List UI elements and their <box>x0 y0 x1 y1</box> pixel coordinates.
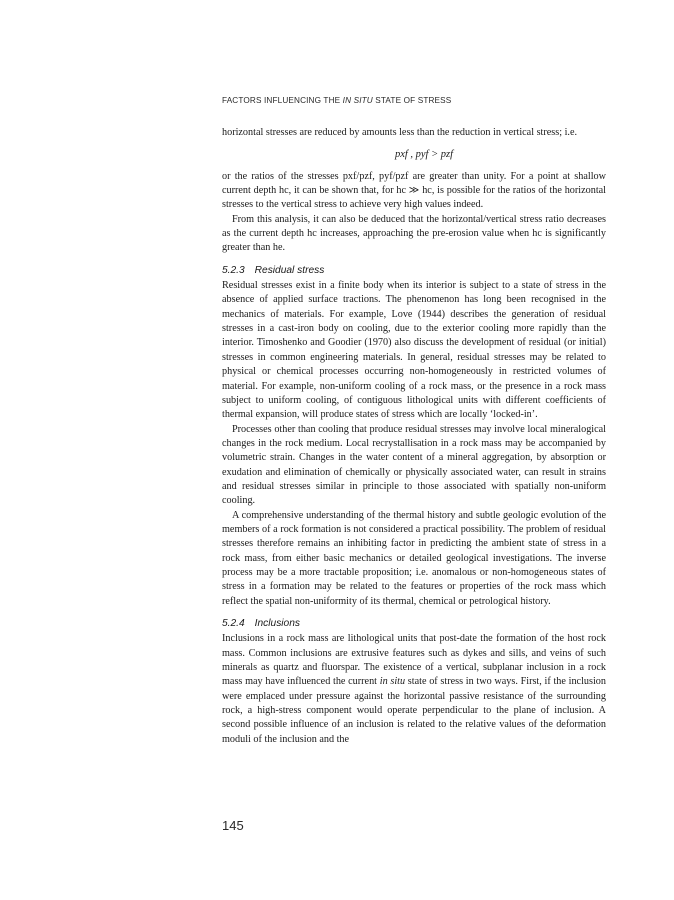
running-head-italic: IN SITU <box>342 96 373 105</box>
body-text <box>222 126 606 747</box>
running-head <box>222 96 451 105</box>
paragraph-text: Inclusions in a rock mass are lithological units that post-date the formation of the host rock mass. Common inclusions are extrusive features such as dykes and sills, and veins of such minerals as quartz and fluorspar. The existence of a vertical, subplanar inclusion in a rock mass may have influenced the current <box>222 633 606 688</box>
paragraph: Processes other than cooling that produce residual stresses may involve local mineralogical changes in the rock medium. Local recrystallisation in a rock mass may be accompanied by volumetric strain. Changes in the water content of a mineral aggregation, by absorption or exudation and elimination of chemically or physically associated water, can result in strains and residual stresses similar in principle to those associated with spatially non-uniform cooling. <box>222 423 606 507</box>
paragraph-italic: in situ <box>379 676 406 688</box>
paragraph: horizontal stresses are reduced by amounts less than the reduction in vertical stress; i.e. <box>222 127 578 138</box>
running-head-suffix: STATE OF STRESS <box>372 96 452 105</box>
equation: pxf , pyf > pzf <box>394 149 454 161</box>
paragraph <box>222 632 606 747</box>
page-number: 145 <box>222 818 244 833</box>
paragraph: A comprehensive understanding of the thermal history and subtle geologic evolution of the members of a rock formation is not considered a practical possibility. The problem of residual stresses therefore remains an inhibiting factor in predicting the ambient state of stress in a rock mass, from either basic mechanics or detailed geological investigations. The inverse process may be a more tractable proposition; i.e. anomalous or non-homogeneous states of stress in a formation may be related to the features or properties of the rock mass which reflect the spatial non-uniformity of its thermal, chemical or petrological history. <box>222 509 606 607</box>
running-head-prefix: FACTORS INFLUENCING THE <box>222 96 343 105</box>
section-heading-524 <box>222 617 606 631</box>
paragraph: Residual stresses exist in a finite body when its interior is subject to a state of stress in the absence of applied surface tractions. The phenomenon has long been recognised in the mechanics of materials. For example, Love (1944) describes the generation of residual stresses in a cast-iron body on cooling, due to the exterior cooling more rapidly than the interior. Timoshenko and Goodier (1970) also discuss the development of residual (or initial) stresses in common engineering materials. In general, residual stresses may be related to physical or chemical processes occurring non-homogeneously in restricted volumes of material. For example, non-uniform cooling of a rock mass, or the presence in a rock mass subject to uniform cooling, of contiguous lithological units with different coefficients of thermal expansion, will produce states of stress which are locally ‘locked-in’. <box>222 280 606 421</box>
section-number: 5.2.4 <box>222 618 245 629</box>
section-title: Inclusions <box>254 618 300 629</box>
section-heading-523 <box>222 264 606 278</box>
section-title: Residual stress <box>254 264 325 276</box>
paragraph: or the ratios of the stresses pxf/pzf, pyf/pzf are greater than unity. For a point at shallow current depth hc, it can be shown that, for hc ≫ hc, is possible for the ratios of the horizontal stresses to the vertical stress to achieve very high values indeed. <box>222 170 606 211</box>
paragraph: From this analysis, it can also be deduced that the horizontal/vertical stress ratio decreases as the current depth hc increases, approaching the pre-erosion value when hc is significantly greater than he. <box>222 213 606 254</box>
paragraph-text: state of stress in two ways. First, if the inclusion were emplaced under pressure against the horizontal passive resistance of the surrounding rock, a high-stress component would operate perpendicular to the plane of inclusion. A second possible influence of an inclusion is related to the relative values of the deformation moduli of the inclusion and the <box>222 676 606 745</box>
section-number: 5.2.3 <box>222 264 245 276</box>
